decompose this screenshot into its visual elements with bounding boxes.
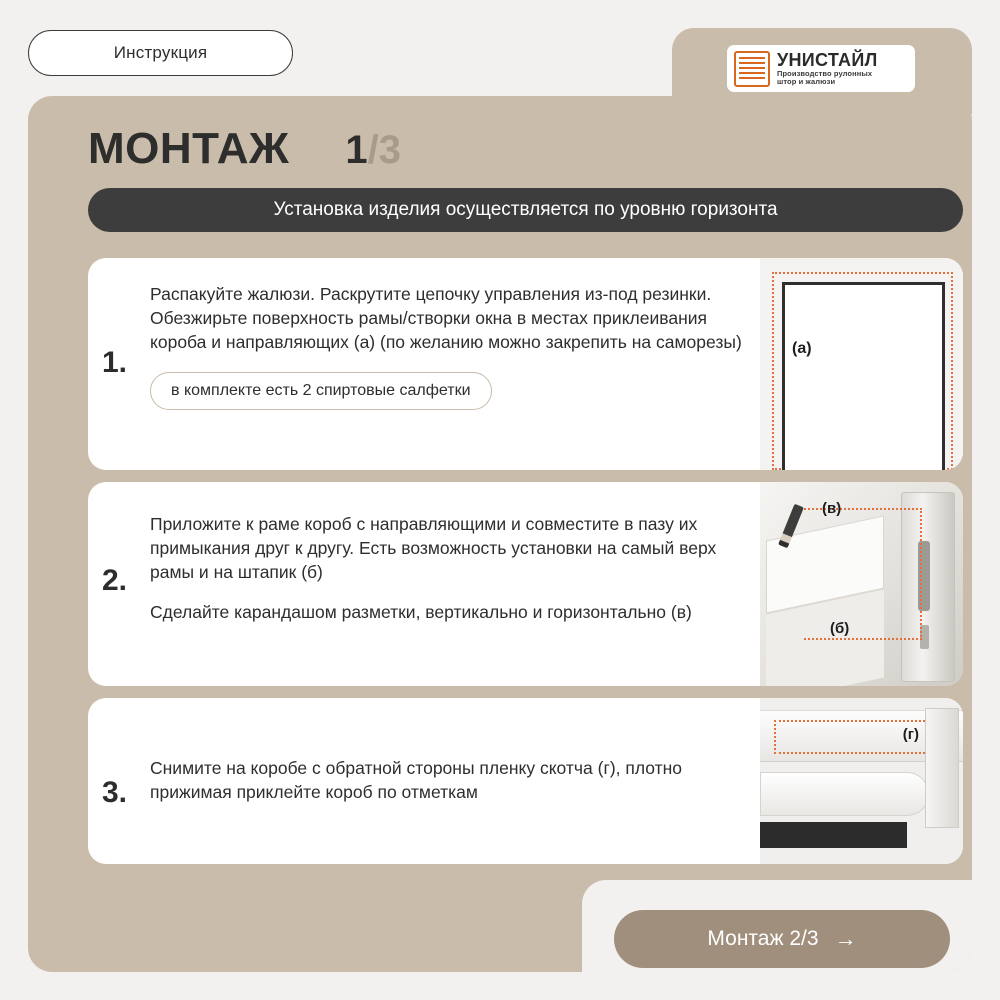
step-3-body [150,756,751,804]
brand-name: УНИСТАЙЛ [777,50,878,71]
step-2-illustration [760,482,963,686]
next-page-label: Монтаж 2/3 [707,927,819,950]
tab-instruction-label: Инструкция [113,43,208,62]
window-frame-shape [782,282,945,470]
page-counter [345,128,401,173]
step-3-text: Снимите на коробе с обратной стороны пленку скотча (г), плотно прижимая приклейте короб по отметкам [150,758,683,803]
step-3-illustration [760,698,963,864]
step-3-number: 3. [102,776,128,809]
brand-logo [727,45,915,92]
step-1-text: Распакуйте жалюзи. Раскрутите цепочку управления из-под резинки. Обезжирьте поверхность рамы/створки окна в местах приклеивания короба и направляющих (а) (по желанию можно закрепить на саморезы) [150,284,742,353]
step-1-note: в комплекте есть 2 спиртовые салфетки [150,372,492,410]
page-title: МОНТАЖ [88,124,290,173]
tab-instruction[interactable] [28,30,293,76]
page-title-group [88,124,401,174]
step-2 [88,482,963,686]
top-bar [0,0,1000,96]
page-counter-separator: / [367,128,379,172]
page-counter-total: 3 [378,128,401,172]
step-1-number: 1. [102,346,128,379]
brand-subtitle-line1: Производство рулонных [777,69,873,79]
banner [88,188,963,232]
step-1 [88,258,963,470]
arrow-right-icon: → [834,926,857,951]
marking-outline-icon [804,508,922,640]
step-2-text: Приложите к раме короб с направляющими и совместите в пазу их примыкания друг к другу. Есть возможность установки на самый верх рамы и на штапик (б) [150,514,717,583]
blinds-icon [734,51,770,87]
fabric-shape [760,822,907,848]
step-3 [88,698,963,864]
step-1-body [150,282,751,410]
step-2-body [150,512,751,625]
next-page-button[interactable] [614,910,950,968]
page-counter-current: 1 [345,128,368,172]
step-2-text-secondary: Сделайте карандашом разметки, вертикально и горизонтально (в) [150,602,692,623]
step-1-image-label: (а) [792,340,812,357]
step-2-number: 2. [102,564,128,597]
roller-tube-shape [760,772,929,816]
step-2-image-label-v: (в) [822,500,842,517]
cassette-side-cap-shape [925,708,959,828]
brand-logo-text [777,51,878,86]
content-card [28,96,972,972]
brand-subtitle-line2: штор и жалюзи [777,76,836,86]
step-2-image-label-b: (б) [830,620,850,637]
banner-text: Установка изделия осуществляется по уровню горизонта [273,199,778,220]
step-1-illustration [760,258,963,470]
step-3-image-label: (г) [902,726,919,743]
